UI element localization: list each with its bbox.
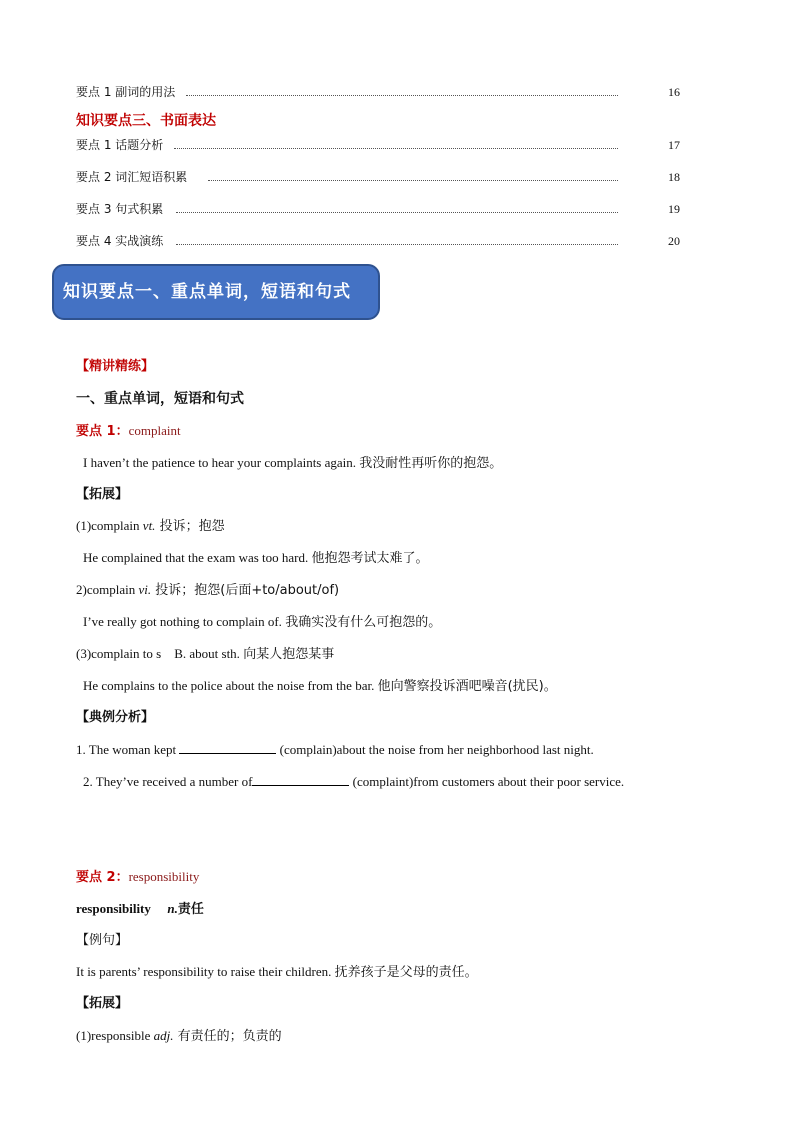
question-text: (complain)about the noise from her neighborhood last night.	[276, 742, 594, 757]
toc-leader-dots	[186, 95, 618, 96]
definition-line	[76, 645, 334, 664]
example-sentence	[83, 549, 429, 568]
definition-cn: 投诉；抱怨	[155, 519, 225, 534]
example-cn: 我确实没有什么可抱怨的。	[285, 615, 442, 630]
answer-blank[interactable]	[179, 742, 276, 754]
toc-row-practice[interactable]	[76, 233, 680, 249]
point-word: complaint	[128, 423, 181, 438]
toc-page-number: 17	[668, 138, 680, 152]
toc-label: 要点 1 话题分析	[76, 137, 166, 153]
toc-section-heading[interactable]: 知识要点三、书面表达	[76, 113, 216, 129]
part-of-speech: vi.	[138, 582, 152, 597]
section-tag-tuozhan: 【拓展】	[76, 996, 129, 1011]
definition-cn: 有责任的；负责的	[173, 1029, 282, 1044]
toc-leader-dots	[208, 180, 618, 181]
headword-line	[76, 900, 204, 919]
example-en: I’ve really got nothing to complain of.	[83, 614, 282, 629]
point-heading	[76, 422, 181, 441]
example-en: He complained that the exam was too hard.	[83, 550, 309, 565]
example-sentence	[83, 677, 557, 696]
question-text: (complaint)from customers about their poor service.	[349, 774, 625, 789]
section-tag-dianli: 【典例分析】	[76, 710, 155, 725]
part-of-speech: vt.	[142, 518, 156, 533]
toc-label: 要点 1 副词的用法	[76, 84, 178, 100]
toc-row-vocab[interactable]	[76, 169, 680, 185]
toc-label: 要点 4 实战演练	[76, 233, 166, 249]
definition-cn: 投诉；抱怨(后面+to/about/of)	[151, 583, 340, 598]
part-of-speech: n.	[167, 901, 178, 916]
toc-row-topic[interactable]	[76, 137, 680, 153]
toc-row-sentences[interactable]	[76, 201, 680, 217]
definition-line	[76, 1027, 282, 1046]
point-word: responsibility	[128, 869, 200, 884]
toc-label: 要点 3 句式积累	[76, 201, 166, 217]
point-heading	[76, 868, 199, 887]
toc-leader-dots	[174, 148, 618, 149]
definition-en: (3)complain to s B. about sth.	[76, 646, 240, 661]
definition-line	[76, 517, 225, 536]
example-cn: 抚养孩子是父母的责任。	[334, 965, 478, 980]
example-en: I haven’t the patience to hear your complaints again.	[83, 455, 357, 470]
toc-page-number: 20	[668, 234, 680, 248]
part-of-speech: adj.	[153, 1028, 174, 1043]
toc-page-number: 16	[668, 85, 680, 99]
answer-blank[interactable]	[252, 774, 349, 786]
definition-en: (1)complain	[76, 518, 143, 533]
exercise-question-1	[76, 741, 594, 759]
example-sentence	[83, 613, 441, 632]
example-sentence	[76, 963, 478, 982]
toc-page-number: 18	[668, 170, 680, 184]
headword: responsibility	[76, 901, 151, 916]
definition-cn: 向某人抱怨某事	[243, 647, 335, 662]
section-banner: 知识要点一、重点单词，短语和句式	[52, 264, 380, 320]
point-label: 要点 1：	[76, 424, 129, 439]
definition-line	[76, 581, 339, 600]
section-tag-lijv: 【例句】	[76, 933, 129, 948]
question-text: 2. They’ve received a number of	[83, 774, 253, 789]
toc-row-adverb[interactable]	[76, 84, 680, 100]
example-cn: 他抱怨考试太难了。	[311, 551, 429, 566]
headword-cn: 责任	[177, 902, 204, 917]
toc-leader-dots	[176, 244, 618, 245]
question-text: 1. The woman kept	[76, 742, 180, 757]
toc-page-number: 19	[668, 202, 680, 216]
section-tag-tuozhan: 【拓展】	[76, 487, 129, 502]
content-heading: 一、重点单词，短语和句式	[76, 391, 244, 407]
toc-label: 要点 2 词汇短语积累	[76, 169, 190, 185]
example-sentence	[83, 454, 502, 473]
section-tag-jingjiang: 【精讲精练】	[76, 359, 155, 374]
example-en: It is parents’ responsibility to raise their children.	[76, 964, 332, 979]
definition-en: 2)complain	[76, 582, 139, 597]
point-label: 要点 2：	[76, 870, 129, 885]
example-cn: 我没耐性再听你的抱怨。	[359, 456, 503, 471]
exercise-question-2	[83, 773, 624, 791]
example-cn: 他向警察投诉酒吧噪音(扰民)。	[377, 679, 557, 694]
example-en: He complains to the police about the noise from the bar.	[83, 678, 375, 693]
toc-leader-dots	[176, 212, 618, 213]
definition-en: (1)responsible	[76, 1028, 154, 1043]
